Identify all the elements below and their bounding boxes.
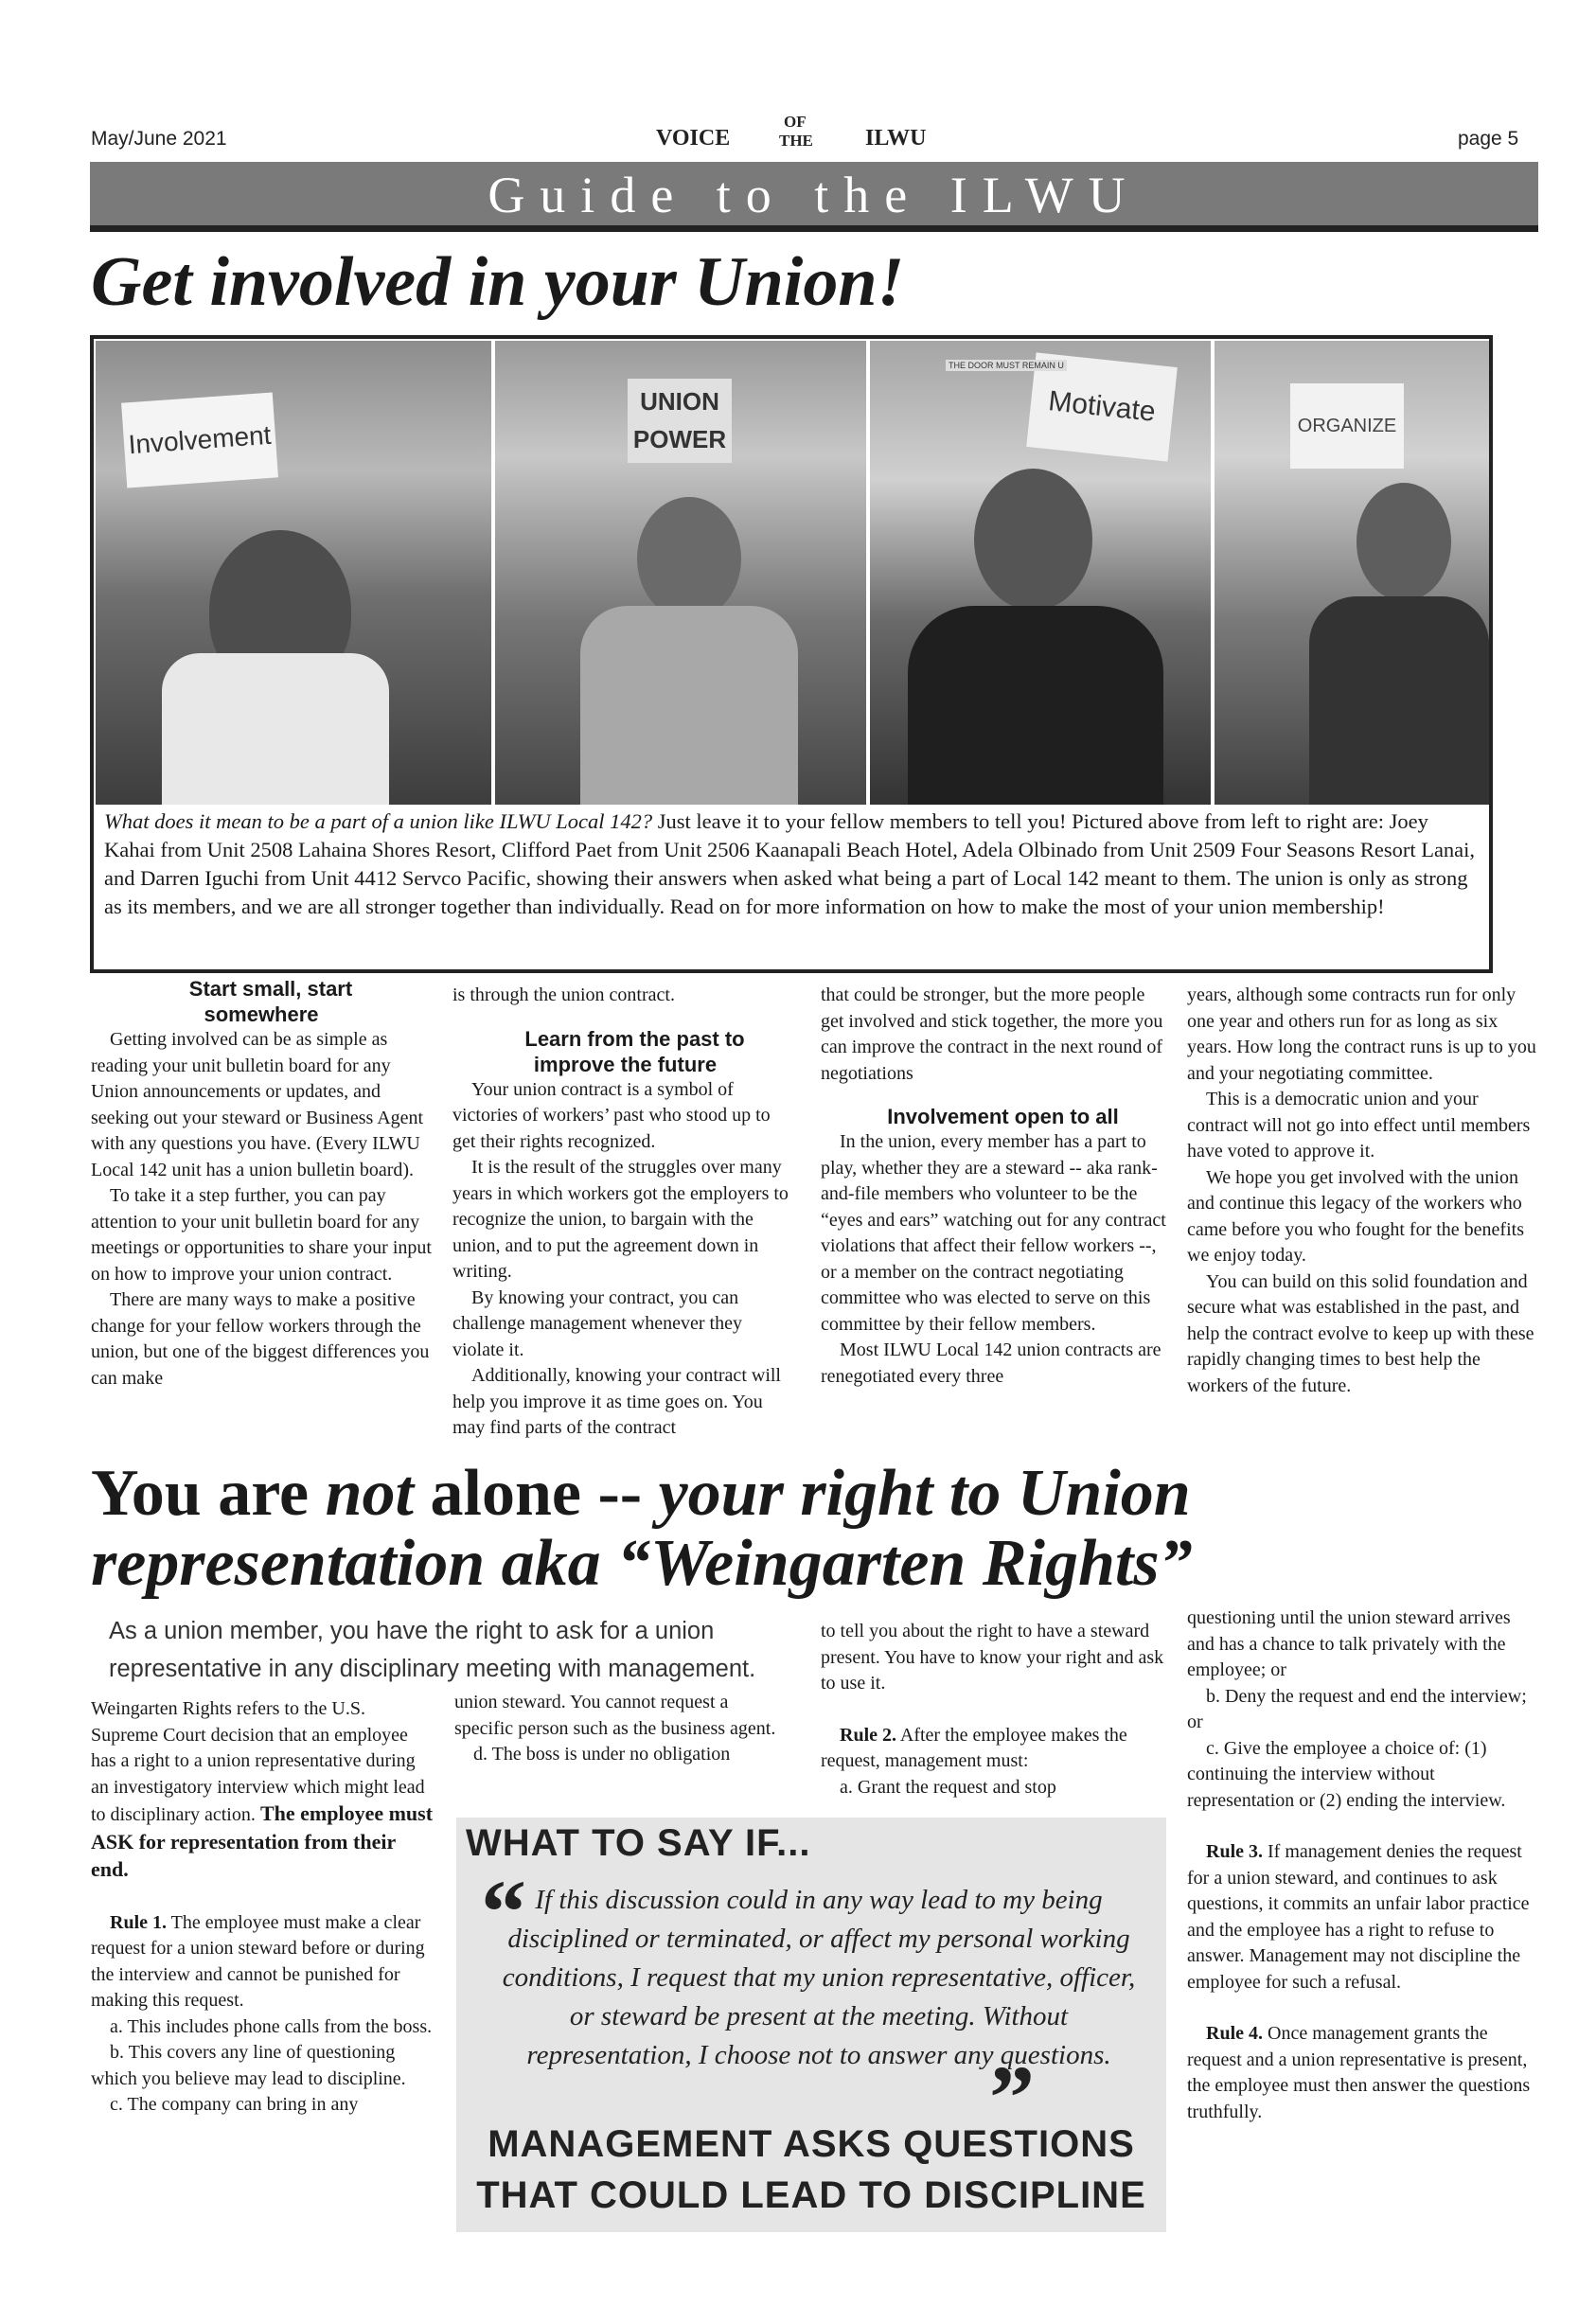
sign-union-power: UNION POWER (628, 379, 732, 463)
what-to-say-quote: If this discussion could in any way lead to my being disciplined or terminated, or affect my personal working conditions, I request that my union representative, officer, or steward be present at the meeting. Without representation, I choose not to answer any questions. (502, 1885, 1136, 2070)
paragraph: We hope you get involved with the union and continue this legacy of the workers who came before you who fought for the benefits we enjoy today. (1187, 1166, 1524, 1266)
sign-involvement: Involvement (121, 393, 278, 488)
paragraph: There are many ways to make a positive change for your fellow workers through the union, but one of the biggest differences you can make (91, 1289, 430, 1389)
paragraph: b. This covers any line of questioning which you believe may lead to discipline. (91, 2042, 406, 2089)
paragraph: By knowing your contract, you can challenge management whenever they violate it. (452, 1286, 742, 1360)
paragraph: To take it a step further, you can pay attention to your unit bulletin board for any meetings or opportunities to share your input on how to improve your union contract. (91, 1185, 432, 1285)
article1-col4 (1187, 983, 1537, 1399)
paragraph: is through the union contract. (452, 984, 675, 1005)
subhead-involvement-open: Involvement open to all (887, 1105, 1119, 1128)
masthead-of: OF (784, 113, 807, 131)
page-number: page 5 (1458, 128, 1519, 150)
sign-motivate: Motivate (1026, 352, 1178, 461)
masthead-ilwu: ILWU (865, 126, 927, 151)
what-to-say-footer: MANAGEMENT ASKS QUESTIONS THAT COULD LEAD TO DISCIPLINE (476, 2123, 1146, 2216)
caption-lead: What does it mean to be a part of a union like ILWU Local 142? (104, 809, 653, 833)
caption-body: Just leave it to your fellow members to tell you! Pictured above from left to right are: Joey Kahai from Unit 2508 Lahaina Shores Resort, Clifford Paet from Unit 2506 Kaanapali Beach Hotel, Adela Olbinado from Unit 2509 Four Seasons Resort Lanai, and Darren Iguchi from Unit 4412 Servco Pacific, showing their answers when asked what being a part of Local 142 meant to them. The union is only as strong as its members, and we are all stronger together than individually. Read on for more information on how to make the most of your union membership! (104, 809, 1476, 918)
headline-weingarten: You are not alone -- your right to Union representation aka “Weingarten Rights” (91, 1457, 1193, 1600)
article1-col2 (452, 983, 798, 1442)
paragraph: that could be stronger, but the more people get involved and stick together, the more you can improve the contract in the next round of negotiations (821, 984, 1163, 1084)
article2-col2 (454, 1690, 781, 1768)
article2-col1: Weingarten Rights refers to the U.S. Supreme Court decision that an employee has a right to a union representative during an investigatory interview which might lead to disciplinary action. The employee must ASK for representation from their end. Rule 1. The employee must make a clear request for a union steward before or during the interview and cannot be punished for making this request. a. This includes phone calls from the boss. b. This covers any line of questioning which you believe may lead to discipline. c. The company can bring in any (91, 1696, 434, 2119)
paragraph: c. Give the employee a choice of: (1) continuing the interview without representation or (2) ending the interview. (1187, 1737, 1506, 1811)
photo-clifford-paet (495, 341, 866, 805)
paragraph: This is a democratic union and your contract will not go into effect until members have voted to approve it. (1187, 1089, 1531, 1162)
section-band-title: Guide to the ILWU (488, 167, 1141, 223)
paragraph: Getting involved can be as simple as reading your unit bulletin board for any Union announcements or updates, and seeking out your steward or Business Agent with any questions you have. (Every ILWU Local 142 unit has a union bulletin board). (91, 1029, 424, 1180)
intro-weingarten: As a union member, you have the right to ask for a union representative in any disciplinary meeting with management. (109, 1618, 756, 1682)
paragraph: b. Deny the request and end the interview; or (1187, 1685, 1527, 1732)
paragraph: questioning until the union steward arrives and has a chance to talk privately with the employee; or (1187, 1607, 1511, 1680)
main-headline: Get involved in your Union! (91, 243, 905, 321)
paragraph: c. The company can bring in any (110, 2094, 359, 2115)
photo-darren-iguchi (1215, 341, 1489, 805)
article2-col4: questioning until the union steward arrives and has a chance to talk privately with the employee; or b. Deny the request and end the interview; or c. Give the employee a choice of: (1) continuing the interview without representation or (2) ending the interview. Rule 3. If management denies the request for a union steward, and continues to ask questions, it commits an unfair labor practice and the employee has a right to refuse to answer. Management may not discipline the employee for such a refusal. Rule 4. Once management grants the request and a union representative is present, the employee must then answer the questions truthfully. (1187, 1605, 1537, 2125)
paragraph: to tell you about the right to have a steward present. You have to know your right and ask to use it. (821, 1621, 1164, 1694)
paragraph: union steward. You cannot request a specific person such as the business agent. (454, 1692, 776, 1739)
masthead-voice: VOICE (656, 126, 731, 151)
paragraph: years, although some contracts run for only one year and others run for as long as six years. How long the contract runs is up to you and your negotiating committee. (1187, 984, 1536, 1084)
photo-caption (104, 807, 1481, 921)
masthead-the: THE (779, 132, 813, 150)
photo-joey-kahai (96, 341, 491, 805)
door-sign: THE DOOR MUST REMAIN U (946, 360, 1067, 371)
article1-col1 (91, 976, 432, 1392)
paragraph: Most ILWU Local 142 union contracts are renegotiated every three (821, 1339, 1162, 1387)
paragraph: In the union, every member has a part to play, whether they are a steward -- aka rank-and-file members who volunteer to be the “eyes and ears” watching out for any contract violations that affect their fellow workers --, or a member on the contract negotiating committee who was elected to serve on this committee by their fellow members. (821, 1131, 1166, 1335)
article1-col3 (821, 983, 1166, 1390)
paragraph: d. The boss is under no obligation (473, 1744, 731, 1765)
subhead-start-small: Start small, start somewhere (188, 977, 353, 1026)
open-quote-icon: “ (481, 1861, 526, 1962)
close-quote-icon: ” (989, 2047, 1035, 2148)
paragraph: Additionally, knowing your contract will help you improve it as time goes on. You may find parts of the contract (452, 1365, 781, 1438)
sign-organize: ORGANIZE (1290, 383, 1404, 469)
paragraph: a. Grant the request and stop (840, 1776, 1056, 1798)
what-to-say-heading: WHAT TO SAY IF... (466, 1822, 811, 1864)
paragraph: It is the result of the struggles over many years in which workers got the employers to recognize the union, to bargain with the union, and to put the agreement down in writing. (452, 1157, 789, 1282)
subhead-learn-past: Learn from the past to improve the future (524, 1026, 745, 1076)
article2-col3: to tell you about the right to have a steward present. You have to know your right and ask to use it. Rule 2. After the employee makes the request, management must: a. Grant the request and stop (821, 1619, 1166, 1800)
paragraph: a. This includes phone calls from the boss. (110, 2015, 433, 2037)
paragraph: You can build on this solid foundation and secure what was established in the past, and help the contract evolve to keep up with these rapidly changing times to best help the workers of the future. (1187, 1270, 1534, 1396)
photo-adela-olbinado (870, 341, 1211, 805)
paragraph: Your union contract is a symbol of victories of workers’ past who stood up to get their rights recognized. (452, 1078, 771, 1152)
issue-date: May/June 2021 (91, 128, 227, 150)
